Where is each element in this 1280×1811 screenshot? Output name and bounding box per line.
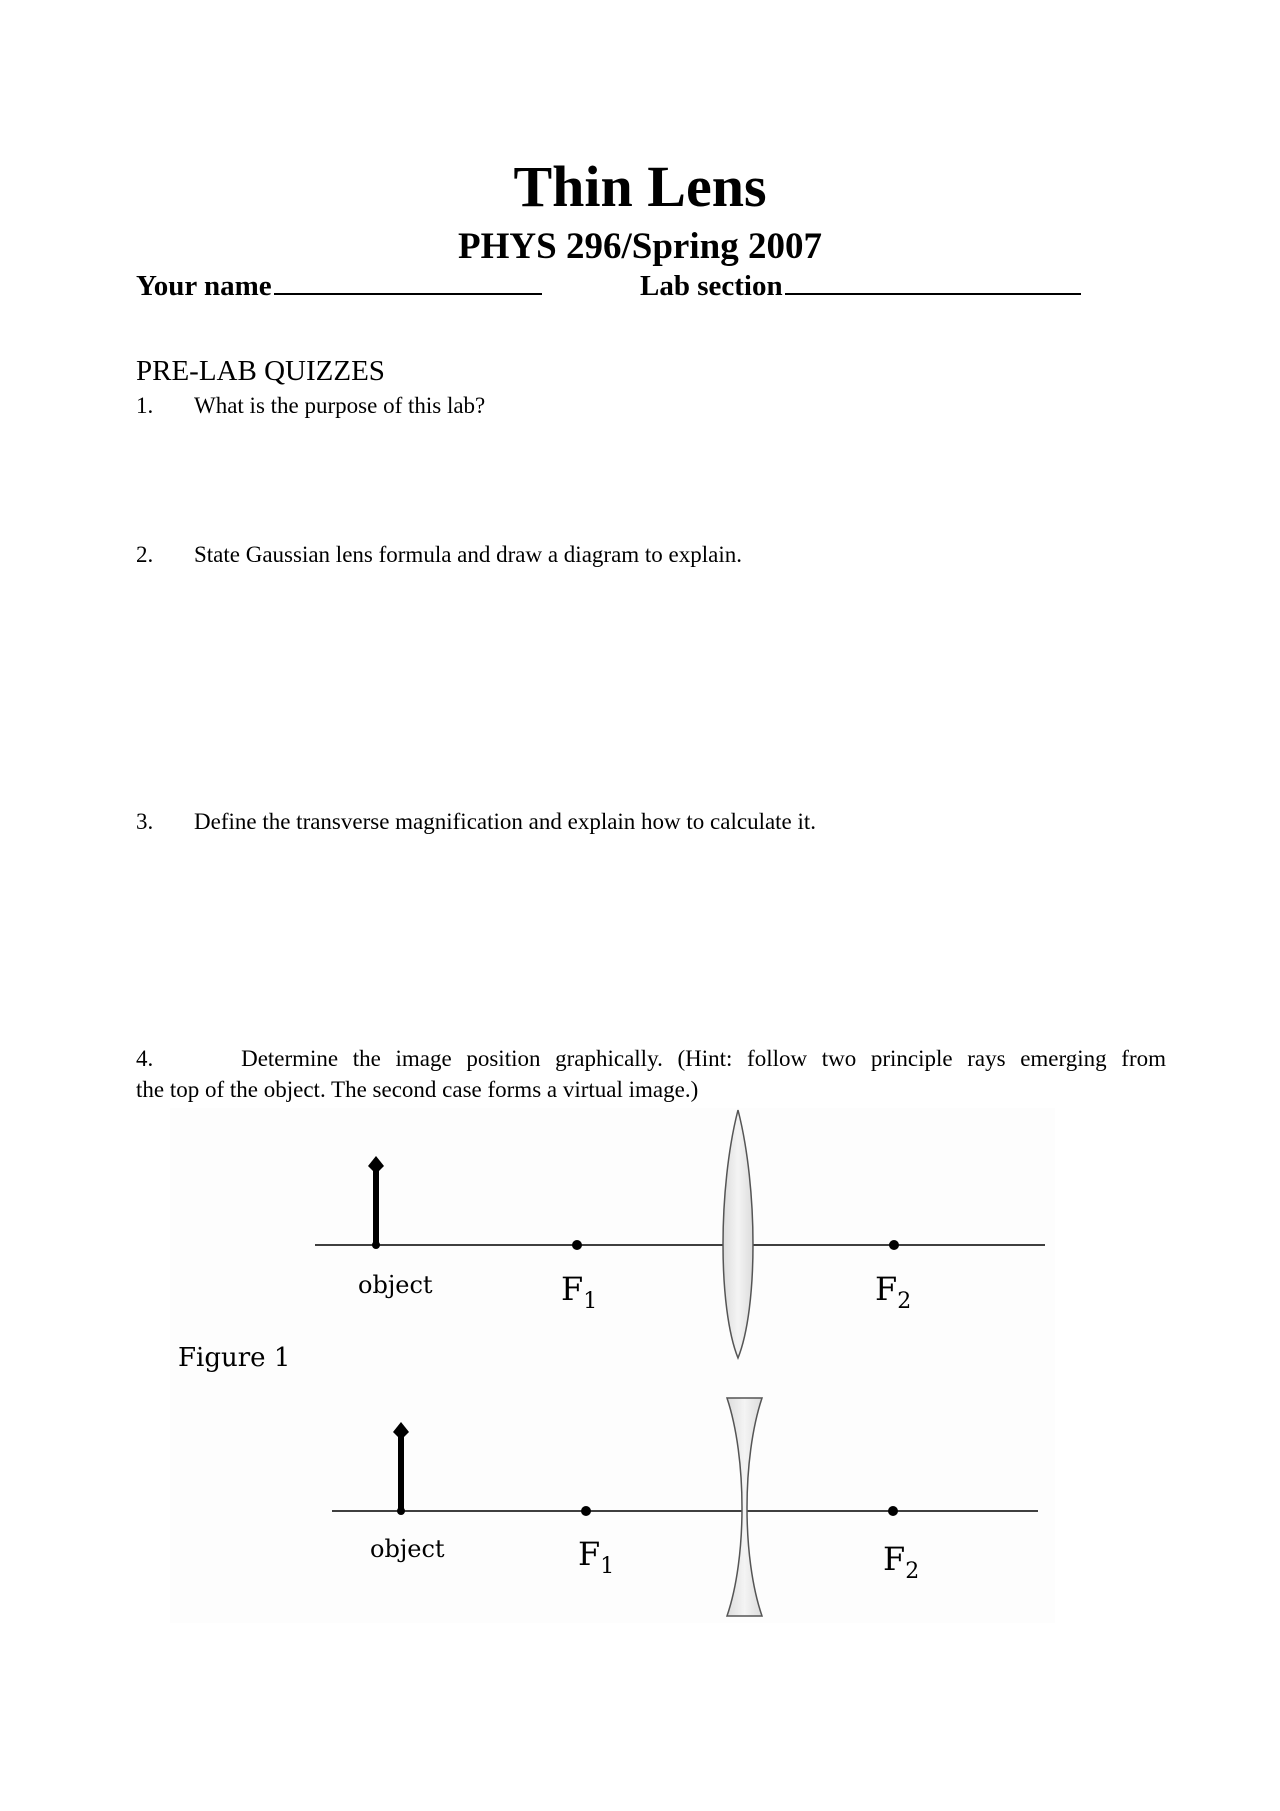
f2-label: $F_2$	[883, 1540, 920, 1584]
page-title: Thin Lens	[513, 154, 767, 219]
question-number: 1.	[136, 393, 154, 418]
question-text: Define the transverse magnification and explain how to calculate it.	[194, 809, 817, 834]
question-4-line-1	[136, 1043, 1166, 1074]
name-label: Your name	[136, 270, 272, 302]
focal-point-f1	[572, 1240, 582, 1250]
object-label: object	[370, 1535, 445, 1563]
lab-section-blank-line[interactable]	[785, 293, 1081, 295]
object-arrow-icon	[368, 1156, 384, 1249]
course-subtitle: PHYS 296/Spring 2007	[458, 226, 822, 267]
question-number: 3.	[136, 809, 154, 834]
object-label: object	[358, 1271, 433, 1299]
focal-point-f1	[581, 1506, 591, 1516]
quiz-heading: PRE-LAB QUIZZES	[136, 355, 385, 387]
focal-point-f2	[888, 1506, 898, 1516]
name-field[interactable]	[136, 272, 542, 301]
diagram-convex-lens	[315, 1110, 1045, 1358]
lens-diagrams	[170, 1108, 1055, 1623]
figure-1	[170, 1108, 1055, 1623]
figure-caption: Figure 1	[178, 1343, 291, 1373]
name-blank-line[interactable]	[274, 293, 542, 295]
object-arrow-icon	[393, 1422, 409, 1515]
f1-label: $F_1$	[578, 1535, 615, 1579]
question-text: State Gaussian lens formula and draw a diagram to explain.	[194, 542, 743, 567]
question-number: 4.	[136, 1046, 154, 1071]
question-text: What is the purpose of this lab?	[194, 393, 486, 418]
concave-lens-icon	[727, 1398, 762, 1616]
f1-label: $F_1$	[561, 1270, 598, 1314]
question-text-line-1: Determine the image position graphically. (Hint: follow two principle rays emerging from	[241, 1046, 1166, 1071]
question-4-line-2: the top of the object. The second case forms a virtual image.)	[136, 1077, 699, 1102]
focal-point-f2	[889, 1240, 899, 1250]
question-number: 2.	[136, 542, 154, 567]
question-4	[136, 1043, 1166, 1105]
convex-lens-icon	[723, 1110, 753, 1358]
f2-label: $F_2$	[875, 1270, 912, 1314]
lab-section-label: Lab section	[640, 270, 783, 302]
diagram-concave-lens	[332, 1398, 1038, 1616]
lab-section-field[interactable]	[640, 272, 1081, 301]
